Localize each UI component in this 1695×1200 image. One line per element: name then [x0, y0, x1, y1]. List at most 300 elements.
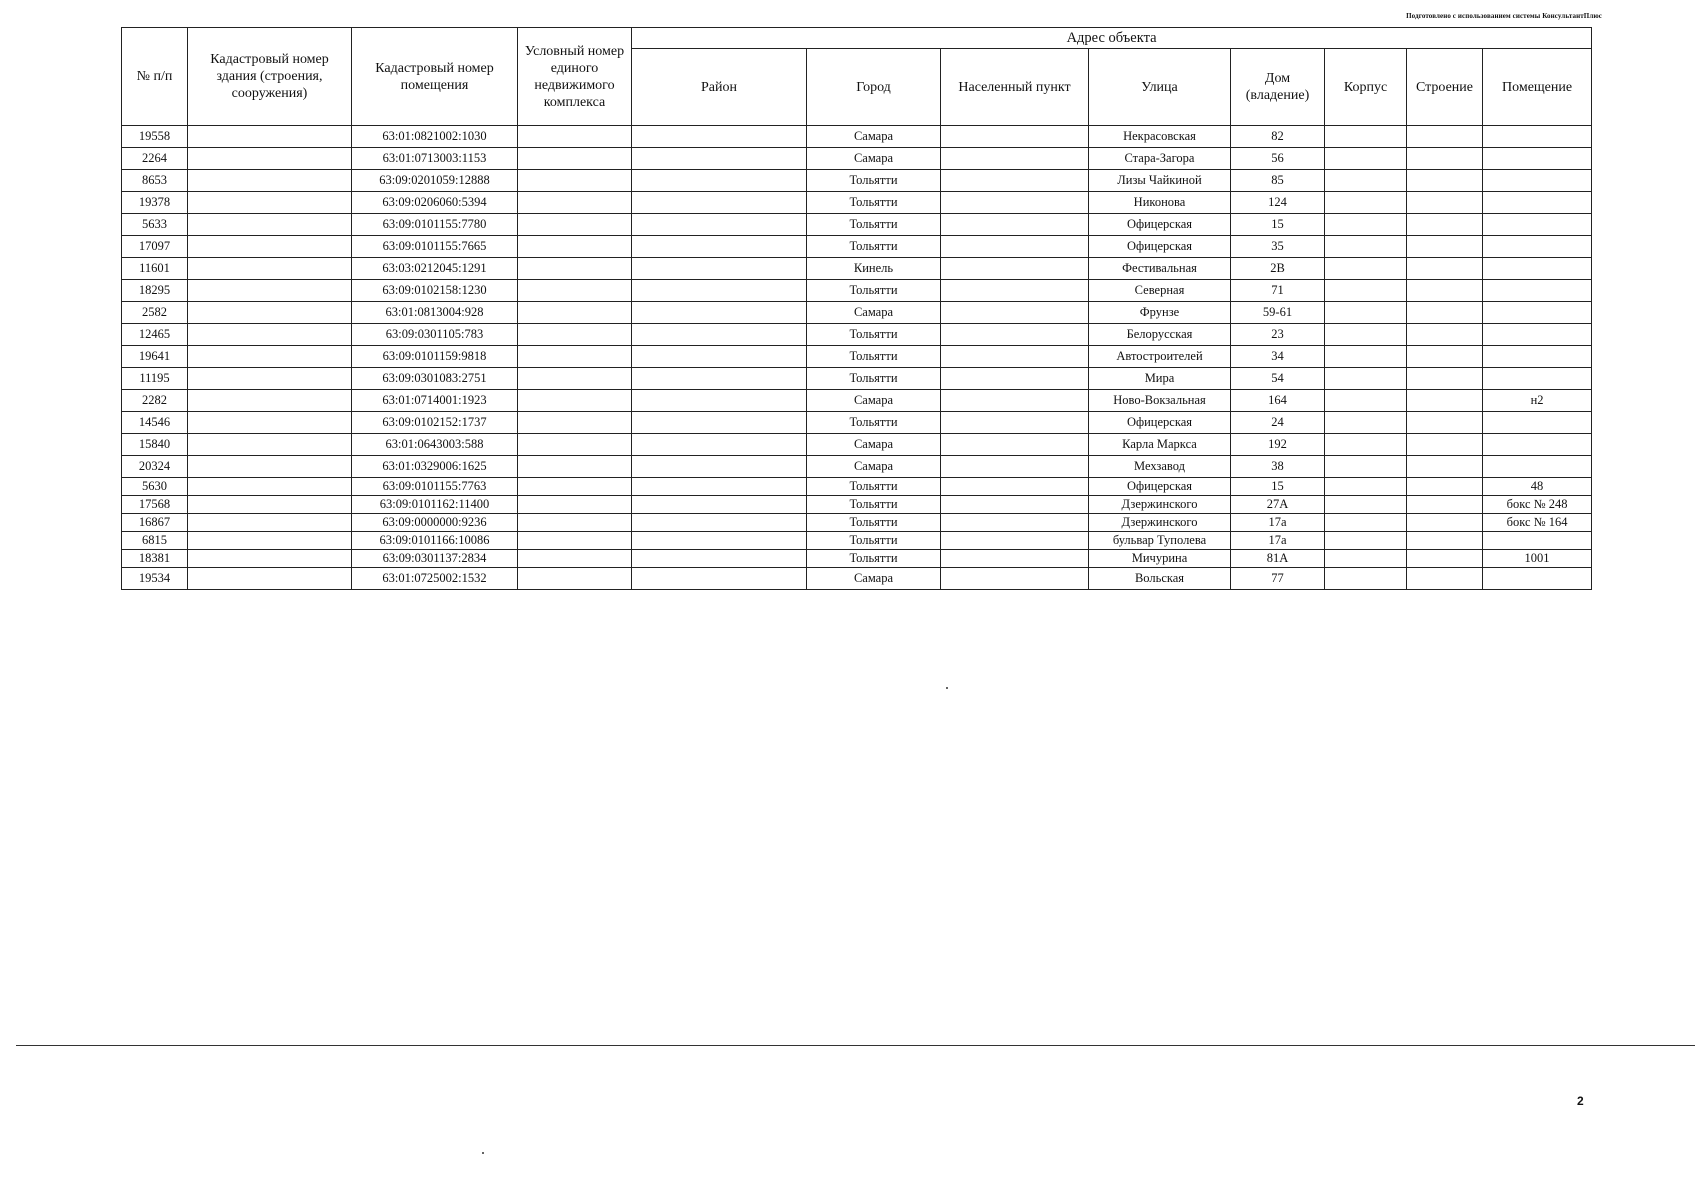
cell-building — [1407, 236, 1483, 258]
cell-room-cadastral: 63:09:0301137:2834 — [352, 550, 518, 568]
cell-room-cadastral: 63:09:0101155:7780 — [352, 214, 518, 236]
cell-house: 38 — [1231, 456, 1325, 478]
cell-house: 164 — [1231, 390, 1325, 412]
cell-num: 5630 — [122, 478, 188, 496]
cell-district — [632, 478, 807, 496]
cell-street: Мичурина — [1089, 550, 1231, 568]
cell-complex-number — [518, 532, 632, 550]
cell-complex-number — [518, 280, 632, 302]
cell-room-cadastral: 63:09:0101159:9818 — [352, 346, 518, 368]
cell-complex-number — [518, 192, 632, 214]
cell-complex-number — [518, 514, 632, 532]
cell-num: 15840 — [122, 434, 188, 456]
cell-district — [632, 532, 807, 550]
cell-street: Офицерская — [1089, 214, 1231, 236]
table-row — [122, 390, 1592, 412]
table-row — [122, 368, 1592, 390]
cell-building-cadastral — [188, 514, 352, 532]
cell-building-cadastral — [188, 532, 352, 550]
cell-num: 16867 — [122, 514, 188, 532]
cell-room: 48 — [1483, 478, 1592, 496]
cell-house: 124 — [1231, 192, 1325, 214]
cell-num: 2282 — [122, 390, 188, 412]
cell-settlement — [941, 456, 1089, 478]
cell-block — [1325, 236, 1407, 258]
cell-settlement — [941, 192, 1089, 214]
table-row — [122, 456, 1592, 478]
cell-room — [1483, 126, 1592, 148]
cell-city: Тольятти — [807, 214, 941, 236]
cell-district — [632, 412, 807, 434]
cell-city: Самара — [807, 568, 941, 590]
cell-district — [632, 390, 807, 412]
cell-room — [1483, 192, 1592, 214]
table-row — [122, 550, 1592, 568]
cell-block — [1325, 302, 1407, 324]
table-row — [122, 514, 1592, 532]
cell-street: Никонова — [1089, 192, 1231, 214]
cell-room-cadastral: 63:01:0329006:1625 — [352, 456, 518, 478]
cell-building — [1407, 514, 1483, 532]
cell-room — [1483, 302, 1592, 324]
header-complex-number: Условный номер единого недвижимого комплекса — [518, 28, 632, 126]
scan-speck — [482, 1152, 484, 1154]
cell-room — [1483, 324, 1592, 346]
cell-complex-number — [518, 412, 632, 434]
cell-block — [1325, 434, 1407, 456]
cell-num: 2582 — [122, 302, 188, 324]
cell-num: 18381 — [122, 550, 188, 568]
cell-house: 71 — [1231, 280, 1325, 302]
cell-district — [632, 434, 807, 456]
table-row — [122, 280, 1592, 302]
table-row — [122, 434, 1592, 456]
cell-room-cadastral: 63:09:0301105:783 — [352, 324, 518, 346]
cell-house: 15 — [1231, 478, 1325, 496]
cell-building-cadastral — [188, 434, 352, 456]
cell-room — [1483, 280, 1592, 302]
cell-building-cadastral — [188, 550, 352, 568]
cell-room — [1483, 170, 1592, 192]
cell-street: Дзержинского — [1089, 514, 1231, 532]
table-row — [122, 192, 1592, 214]
cell-house: 85 — [1231, 170, 1325, 192]
cell-settlement — [941, 568, 1089, 590]
cell-city: Самара — [807, 126, 941, 148]
cell-district — [632, 324, 807, 346]
cell-building — [1407, 214, 1483, 236]
cell-building — [1407, 148, 1483, 170]
cell-room — [1483, 346, 1592, 368]
cell-city: Самара — [807, 148, 941, 170]
cell-settlement — [941, 236, 1089, 258]
cell-room — [1483, 368, 1592, 390]
cell-house: 2В — [1231, 258, 1325, 280]
cell-num: 14546 — [122, 412, 188, 434]
header-room-cadastral: Кадастровый номер помещения — [352, 28, 518, 126]
cell-room-cadastral: 63:01:0713003:1153 — [352, 148, 518, 170]
cell-house: 34 — [1231, 346, 1325, 368]
cell-block — [1325, 192, 1407, 214]
table-row — [122, 478, 1592, 496]
cell-city: Самара — [807, 434, 941, 456]
cell-complex-number — [518, 126, 632, 148]
cell-district — [632, 258, 807, 280]
cell-settlement — [941, 148, 1089, 170]
cell-room-cadastral: 63:09:0101155:7763 — [352, 478, 518, 496]
cell-room — [1483, 148, 1592, 170]
source-note: Подготовлено с использованием системы КонсультантПлюс — [1406, 12, 1602, 20]
cell-city: Кинель — [807, 258, 941, 280]
cell-building-cadastral — [188, 496, 352, 514]
cell-complex-number — [518, 346, 632, 368]
header-building: Строение — [1407, 49, 1483, 126]
cell-complex-number — [518, 568, 632, 590]
cell-complex-number — [518, 324, 632, 346]
cell-block — [1325, 126, 1407, 148]
cell-complex-number — [518, 236, 632, 258]
cell-complex-number — [518, 496, 632, 514]
cell-district — [632, 236, 807, 258]
table-row — [122, 236, 1592, 258]
cell-settlement — [941, 170, 1089, 192]
cell-room: бокс № 164 — [1483, 514, 1592, 532]
cell-house: 59-61 — [1231, 302, 1325, 324]
cell-street: Северная — [1089, 280, 1231, 302]
cell-block — [1325, 258, 1407, 280]
scan-speck — [946, 687, 948, 689]
cell-street: Фрунзе — [1089, 302, 1231, 324]
cell-city: Тольятти — [807, 478, 941, 496]
cell-block — [1325, 280, 1407, 302]
cell-settlement — [941, 434, 1089, 456]
cell-room-cadastral: 63:09:0101166:10086 — [352, 532, 518, 550]
cell-block — [1325, 368, 1407, 390]
cell-building — [1407, 496, 1483, 514]
cell-house: 24 — [1231, 412, 1325, 434]
cell-building-cadastral — [188, 192, 352, 214]
cell-building — [1407, 302, 1483, 324]
cell-city: Тольятти — [807, 496, 941, 514]
cell-building — [1407, 258, 1483, 280]
cell-building — [1407, 192, 1483, 214]
cell-building — [1407, 412, 1483, 434]
cell-street: Мехзавод — [1089, 456, 1231, 478]
header-city: Город — [807, 49, 941, 126]
cell-building — [1407, 390, 1483, 412]
cell-num: 11195 — [122, 368, 188, 390]
cell-district — [632, 346, 807, 368]
cell-building — [1407, 170, 1483, 192]
cell-district — [632, 550, 807, 568]
cell-street: Автостроителей — [1089, 346, 1231, 368]
header-street: Улица — [1089, 49, 1231, 126]
cell-building — [1407, 324, 1483, 346]
cell-complex-number — [518, 434, 632, 456]
page-number: 2 — [1577, 1094, 1584, 1108]
cell-building — [1407, 280, 1483, 302]
cell-house: 192 — [1231, 434, 1325, 456]
cell-settlement — [941, 346, 1089, 368]
cell-room-cadastral: 63:09:0101155:7665 — [352, 236, 518, 258]
cell-city: Тольятти — [807, 368, 941, 390]
cell-room — [1483, 434, 1592, 456]
cell-city: Тольятти — [807, 192, 941, 214]
cell-district — [632, 170, 807, 192]
cell-complex-number — [518, 214, 632, 236]
cell-block — [1325, 412, 1407, 434]
cell-building — [1407, 456, 1483, 478]
cell-complex-number — [518, 148, 632, 170]
cell-house: 77 — [1231, 568, 1325, 590]
cell-settlement — [941, 514, 1089, 532]
cell-settlement — [941, 280, 1089, 302]
cell-street: Лизы Чайкиной — [1089, 170, 1231, 192]
cell-block — [1325, 568, 1407, 590]
cell-building — [1407, 568, 1483, 590]
cell-house: 56 — [1231, 148, 1325, 170]
cell-district — [632, 456, 807, 478]
cell-room-cadastral: 63:01:0813004:928 — [352, 302, 518, 324]
cell-street: Карла Маркса — [1089, 434, 1231, 456]
cell-num: 11601 — [122, 258, 188, 280]
cell-num: 19558 — [122, 126, 188, 148]
cell-room: 1001 — [1483, 550, 1592, 568]
cell-district — [632, 302, 807, 324]
header-settlement: Населенный пункт — [941, 49, 1089, 126]
cell-num: 2264 — [122, 148, 188, 170]
cell-complex-number — [518, 478, 632, 496]
cell-building-cadastral — [188, 390, 352, 412]
header-building-cadastral: Кадастровый номер здания (строения, сооружения) — [188, 28, 352, 126]
cell-city: Тольятти — [807, 236, 941, 258]
cell-street: Стара-Загора — [1089, 148, 1231, 170]
cell-building-cadastral — [188, 236, 352, 258]
cell-building-cadastral — [188, 302, 352, 324]
cell-building-cadastral — [188, 478, 352, 496]
cell-room-cadastral: 63:09:0000000:9236 — [352, 514, 518, 532]
property-table — [121, 27, 1592, 590]
table-row — [122, 532, 1592, 550]
cell-building — [1407, 368, 1483, 390]
cell-num: 12465 — [122, 324, 188, 346]
cell-house: 82 — [1231, 126, 1325, 148]
cell-complex-number — [518, 258, 632, 280]
cell-block — [1325, 550, 1407, 568]
header-room: Помещение — [1483, 49, 1592, 126]
cell-room-cadastral: 63:01:0821002:1030 — [352, 126, 518, 148]
cell-num: 5633 — [122, 214, 188, 236]
cell-building-cadastral — [188, 258, 352, 280]
cell-num: 8653 — [122, 170, 188, 192]
cell-building-cadastral — [188, 214, 352, 236]
cell-complex-number — [518, 390, 632, 412]
cell-city: Самара — [807, 302, 941, 324]
cell-num: 6815 — [122, 532, 188, 550]
cell-block — [1325, 390, 1407, 412]
cell-room-cadastral: 63:09:0101162:11400 — [352, 496, 518, 514]
cell-house: 81А — [1231, 550, 1325, 568]
cell-city: Тольятти — [807, 170, 941, 192]
cell-room-cadastral: 63:09:0201059:12888 — [352, 170, 518, 192]
cell-house: 17а — [1231, 514, 1325, 532]
cell-settlement — [941, 412, 1089, 434]
cell-room-cadastral: 63:01:0643003:588 — [352, 434, 518, 456]
cell-city: Самара — [807, 456, 941, 478]
cell-district — [632, 214, 807, 236]
cell-house: 23 — [1231, 324, 1325, 346]
cell-settlement — [941, 496, 1089, 514]
cell-district — [632, 126, 807, 148]
cell-city: Тольятти — [807, 550, 941, 568]
cell-building-cadastral — [188, 568, 352, 590]
cell-city: Тольятти — [807, 412, 941, 434]
cell-room-cadastral: 63:01:0714001:1923 — [352, 390, 518, 412]
cell-room — [1483, 258, 1592, 280]
cell-settlement — [941, 324, 1089, 346]
cell-street: Дзержинского — [1089, 496, 1231, 514]
cell-block — [1325, 514, 1407, 532]
cell-street: Офицерская — [1089, 478, 1231, 496]
cell-block — [1325, 148, 1407, 170]
cell-room-cadastral: 63:09:0301083:2751 — [352, 368, 518, 390]
table-row — [122, 170, 1592, 192]
cell-num: 17097 — [122, 236, 188, 258]
table-row — [122, 214, 1592, 236]
cell-street: Некрасовская — [1089, 126, 1231, 148]
cell-num: 19534 — [122, 568, 188, 590]
cell-block — [1325, 496, 1407, 514]
table-row — [122, 496, 1592, 514]
cell-num: 20324 — [122, 456, 188, 478]
cell-block — [1325, 456, 1407, 478]
table-row — [122, 302, 1592, 324]
cell-building-cadastral — [188, 412, 352, 434]
cell-complex-number — [518, 368, 632, 390]
cell-building-cadastral — [188, 324, 352, 346]
cell-district — [632, 192, 807, 214]
cell-settlement — [941, 126, 1089, 148]
cell-room-cadastral: 63:03:0212045:1291 — [352, 258, 518, 280]
cell-block — [1325, 532, 1407, 550]
cell-num: 18295 — [122, 280, 188, 302]
cell-house: 54 — [1231, 368, 1325, 390]
cell-room — [1483, 532, 1592, 550]
cell-room: бокс № 248 — [1483, 496, 1592, 514]
cell-room — [1483, 568, 1592, 590]
cell-room-cadastral: 63:01:0725002:1532 — [352, 568, 518, 590]
cell-complex-number — [518, 456, 632, 478]
cell-complex-number — [518, 170, 632, 192]
cell-building — [1407, 550, 1483, 568]
cell-block — [1325, 170, 1407, 192]
cell-room-cadastral: 63:09:0206060:5394 — [352, 192, 518, 214]
cell-street: Белорусская — [1089, 324, 1231, 346]
cell-building — [1407, 126, 1483, 148]
table-row — [122, 258, 1592, 280]
cell-district — [632, 148, 807, 170]
cell-city: Тольятти — [807, 280, 941, 302]
cell-building — [1407, 478, 1483, 496]
cell-street: Офицерская — [1089, 412, 1231, 434]
cell-building-cadastral — [188, 456, 352, 478]
cell-district — [632, 280, 807, 302]
cell-street: Вольская — [1089, 568, 1231, 590]
cell-district — [632, 496, 807, 514]
cell-building-cadastral — [188, 148, 352, 170]
cell-street: бульвар Туполева — [1089, 532, 1231, 550]
cell-num: 19641 — [122, 346, 188, 368]
cell-building-cadastral — [188, 280, 352, 302]
cell-building-cadastral — [188, 368, 352, 390]
cell-city: Тольятти — [807, 514, 941, 532]
cell-city: Самара — [807, 390, 941, 412]
header-district: Район — [632, 49, 807, 126]
cell-room — [1483, 456, 1592, 478]
cell-settlement — [941, 258, 1089, 280]
header-address: Адрес объекта — [632, 28, 1592, 49]
header-house: Дом (владение) — [1231, 49, 1325, 126]
cell-room-cadastral: 63:09:0102158:1230 — [352, 280, 518, 302]
cell-settlement — [941, 550, 1089, 568]
cell-building — [1407, 532, 1483, 550]
cell-building-cadastral — [188, 126, 352, 148]
table-row — [122, 346, 1592, 368]
header-block: Корпус — [1325, 49, 1407, 126]
cell-settlement — [941, 532, 1089, 550]
table-row — [122, 148, 1592, 170]
cell-complex-number — [518, 550, 632, 568]
cell-block — [1325, 478, 1407, 496]
cell-house: 17а — [1231, 532, 1325, 550]
cell-building-cadastral — [188, 170, 352, 192]
cell-house: 15 — [1231, 214, 1325, 236]
cell-building — [1407, 346, 1483, 368]
cell-city: Тольятти — [807, 324, 941, 346]
page-divider — [16, 1045, 1695, 1046]
cell-settlement — [941, 214, 1089, 236]
table-row — [122, 568, 1592, 590]
cell-block — [1325, 324, 1407, 346]
cell-city: Тольятти — [807, 346, 941, 368]
cell-room: н2 — [1483, 390, 1592, 412]
cell-room — [1483, 236, 1592, 258]
cell-street: Офицерская — [1089, 236, 1231, 258]
cell-complex-number — [518, 302, 632, 324]
cell-street: Ново-Вокзальная — [1089, 390, 1231, 412]
cell-num: 17568 — [122, 496, 188, 514]
cell-house: 27А — [1231, 496, 1325, 514]
cell-district — [632, 568, 807, 590]
cell-settlement — [941, 368, 1089, 390]
cell-room — [1483, 412, 1592, 434]
cell-building-cadastral — [188, 346, 352, 368]
table-row — [122, 126, 1592, 148]
cell-block — [1325, 214, 1407, 236]
cell-settlement — [941, 390, 1089, 412]
cell-district — [632, 368, 807, 390]
header-num: № п/п — [122, 28, 188, 126]
cell-settlement — [941, 302, 1089, 324]
cell-city: Тольятти — [807, 532, 941, 550]
cell-room-cadastral: 63:09:0102152:1737 — [352, 412, 518, 434]
cell-street: Фестивальная — [1089, 258, 1231, 280]
cell-building — [1407, 434, 1483, 456]
cell-room — [1483, 214, 1592, 236]
table-row — [122, 412, 1592, 434]
table-row — [122, 324, 1592, 346]
cell-street: Мира — [1089, 368, 1231, 390]
